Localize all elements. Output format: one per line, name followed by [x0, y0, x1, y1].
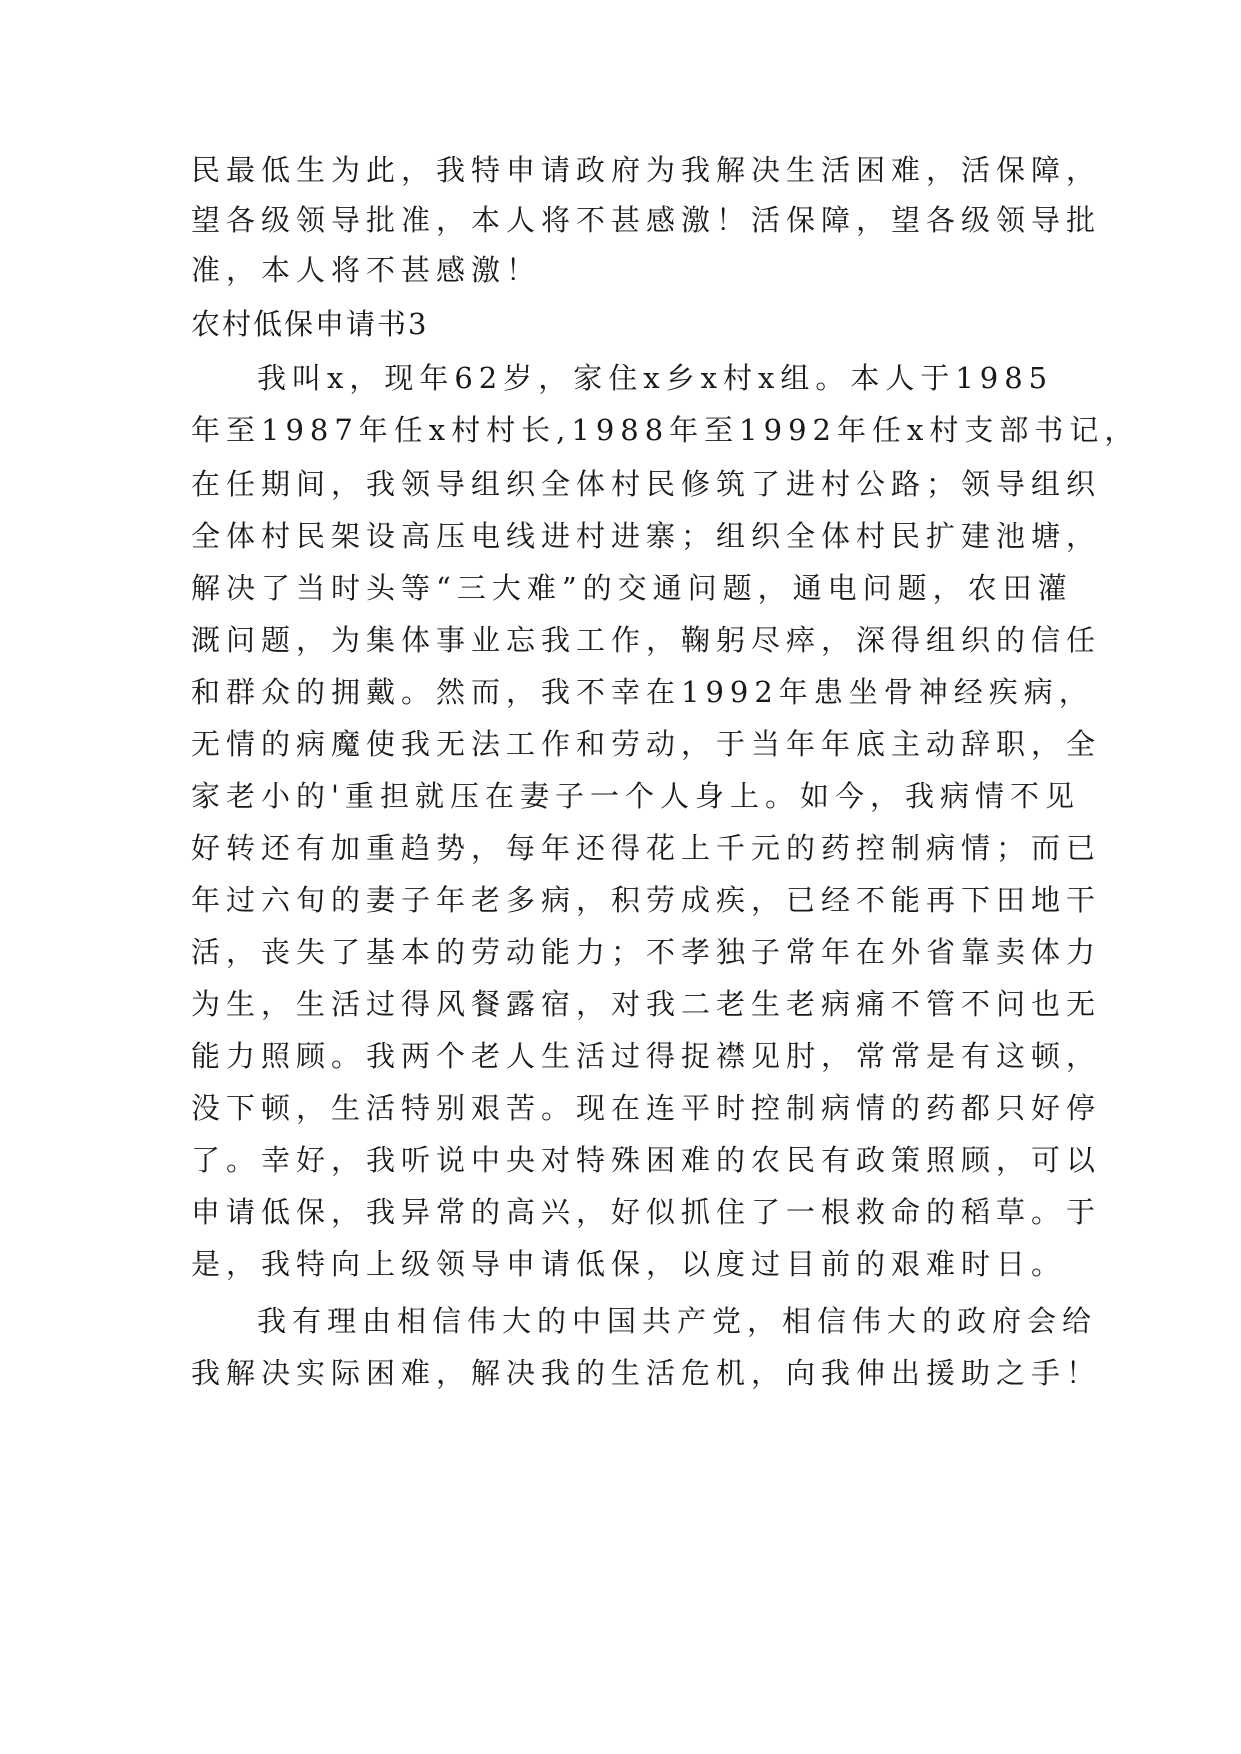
paragraph-line: 没下顿，生活特别艰苦。现在连平时控制病情的药都只好停: [191, 1091, 1102, 1125]
paragraph-line: 能力照顾。我两个老人生活过得捉襟见肘，常常是有这顿，: [191, 1039, 1102, 1073]
paragraph-line: 申请低保，我异常的高兴，好似抓住了一根救命的稻草。于: [191, 1195, 1102, 1229]
intro-line: 准，本人将不甚感激！: [191, 253, 542, 287]
paragraph-line: 活，丧失了基本的劳动能力；不孝独子常年在外省靠卖体力: [191, 935, 1102, 969]
intro-line: 民最低生为此，我特申请政府为我解决生活困难，活保障，: [191, 153, 1102, 187]
paragraph-line: 解决了当时头等“三大难”的交通问题，通电问题，农田灌: [191, 571, 1073, 605]
paragraph-line: 好转还有加重趋势，每年还得花上千元的药控制病情；而已: [191, 831, 1102, 865]
paragraph-line: 了。幸好，我听说中央对特殊困难的农民有政策照顾，可以: [191, 1143, 1102, 1177]
paragraph-line: 是，我特向上级领导申请低保，以度过目前的艰难时日。: [191, 1247, 1067, 1281]
paragraph-line: 我叫x，现年62岁，家住x乡x村x组。本人于1985: [257, 361, 1054, 395]
paragraph-line: 为生，生活过得风餐露宿，对我二老生老病痛不管不问也无: [191, 987, 1102, 1021]
paragraph-line: 我有理由相信伟大的中国共产党，相信伟大的政府会给: [257, 1304, 1098, 1338]
paragraph-line: 家老小的'重担就压在妻子一个人身上。如今，我病情不见: [191, 779, 1080, 813]
paragraph-line: 我解决实际困难，解决我的生活危机，向我伸出援助之手！: [191, 1356, 1102, 1390]
paragraph-line: 和群众的拥戴。然而，我不幸在1992年患坐骨神经疾病，: [191, 675, 1094, 709]
paragraph-line: 年过六旬的妻子年老多病，积劳成疾，已经不能再下田地干: [191, 883, 1102, 917]
paragraph-line: 溉问题，为集体事业忘我工作，鞠躬尽瘁，深得组织的信任: [191, 623, 1102, 657]
section-heading: 农村低保申请书3: [191, 307, 429, 341]
intro-line: 望各级领导批准，本人将不甚感激！活保障，望各级领导批: [191, 203, 1102, 237]
paragraph-line: 年至1987年任x村村长,1988年至1992年任x村支部书记，: [191, 413, 1140, 447]
paragraph-line: 在任期间，我领导组织全体村民修筑了进村公路；领导组织: [191, 467, 1102, 501]
paragraph-line: 无情的病魔使我无法工作和劳动，于当年年底主动辞职，全: [191, 727, 1102, 761]
paragraph-line: 全体村民架设高压电线进村进寨；组织全体村民扩建池塘，: [191, 519, 1102, 553]
